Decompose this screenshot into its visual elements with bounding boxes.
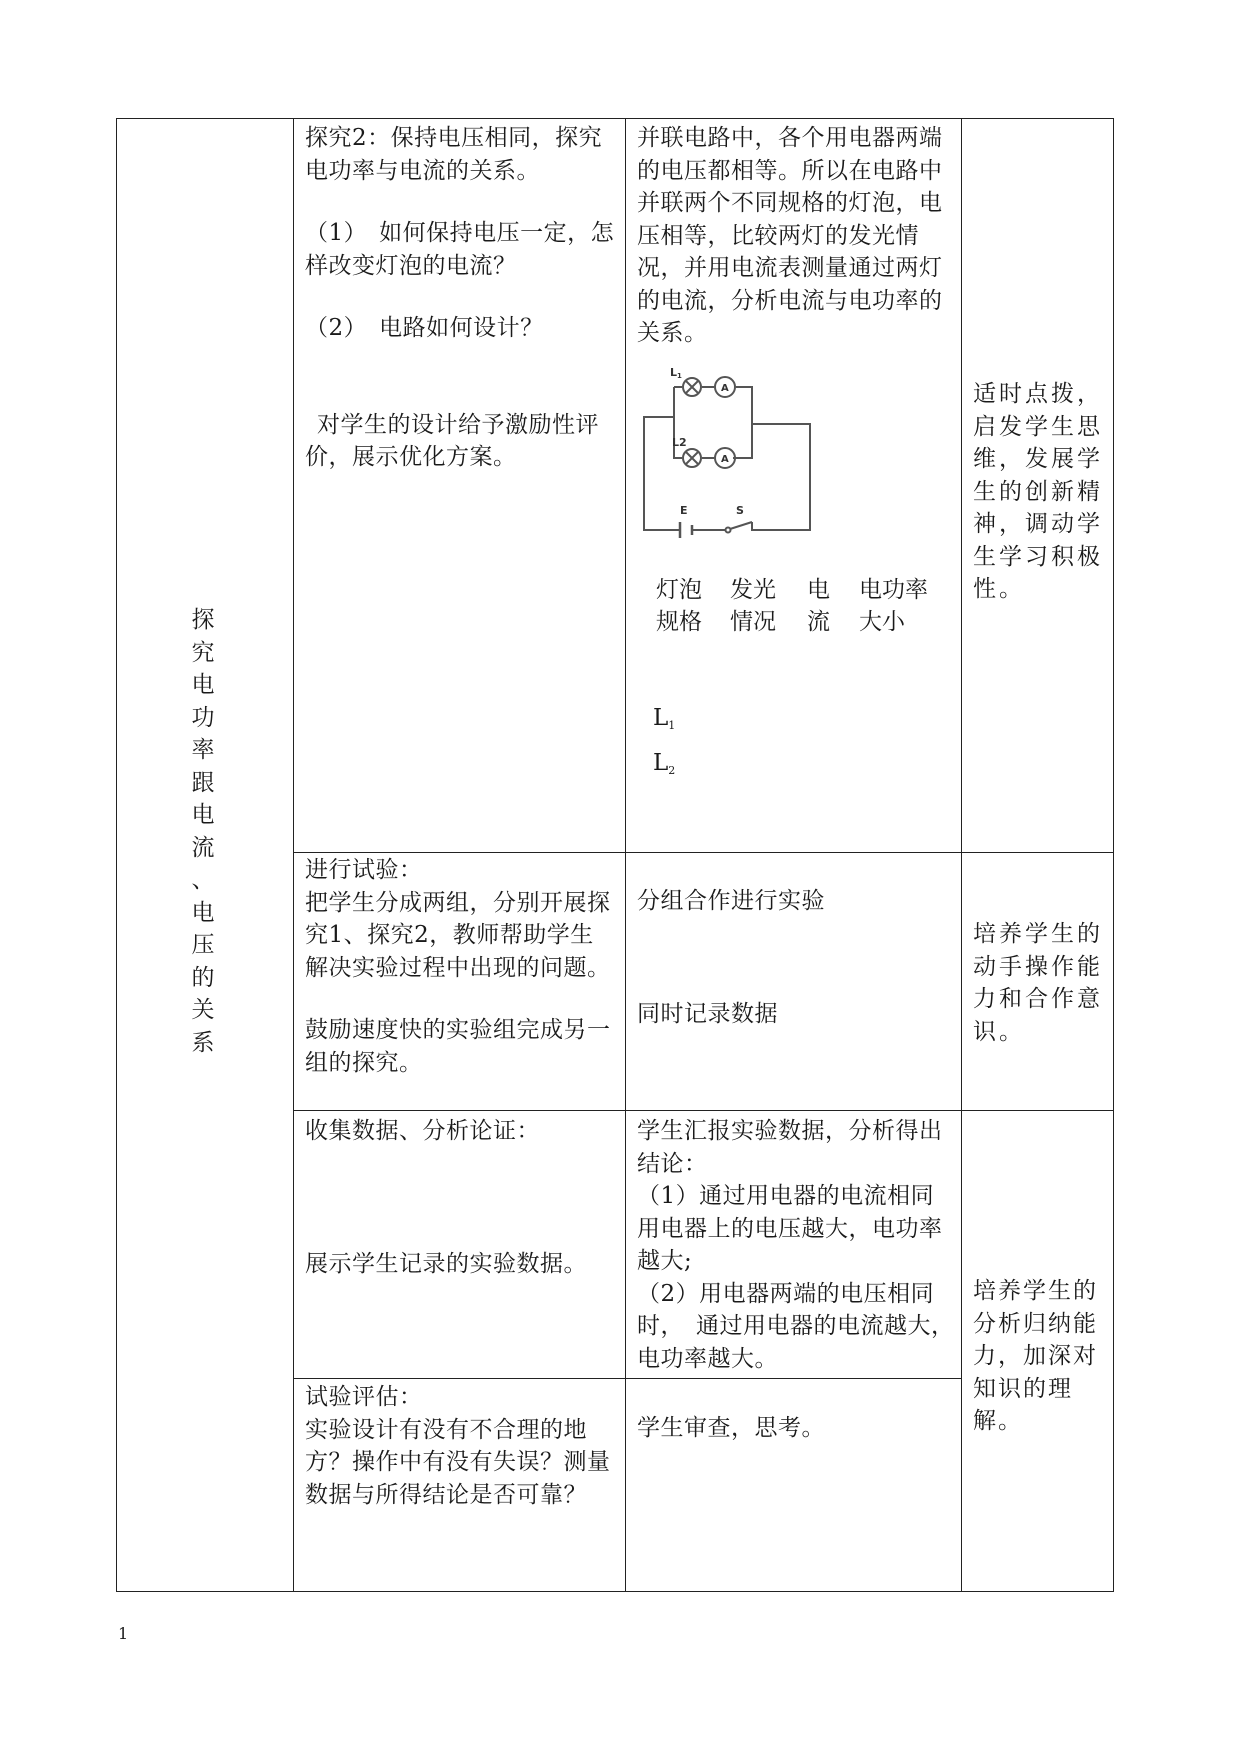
- section-title-char: 系: [191, 1029, 215, 1056]
- student-text: 学生审查，思考。: [637, 1415, 825, 1441]
- property-header-spec: [656, 574, 702, 638]
- section-title-char: 功: [191, 704, 215, 731]
- row3-teacher-activity: [305, 1115, 617, 1280]
- teacher-text: 鼓励速度快的实验组完成另一组的探究。: [305, 1017, 611, 1076]
- row-divider-1: [293, 852, 1114, 853]
- section-title: [185, 604, 221, 1059]
- section-title-char: 流: [191, 834, 215, 861]
- student-text: 分组合作进行实验: [637, 888, 825, 914]
- student-text: 并联电路中，各个用电器两端的电压都相等。所以在电路中并联两个不同规格的灯泡，电压相等，比较两灯的发光情况，并用电流表测量通过两灯的电流，分析电流与电功率的关系。: [637, 125, 943, 346]
- row2-design-intent: [973, 918, 1109, 1048]
- row2-teacher-activity: [305, 854, 617, 1079]
- teacher-text: （2） 电路如何设计？: [305, 315, 544, 341]
- ammeter2-symbol: A: [721, 454, 729, 465]
- lamp-row-l1: $L_1$: [653, 705, 676, 732]
- page-number: 1: [118, 1624, 129, 1643]
- teacher-text: 把学生分成两组，分别开展探究1、探究2，教师帮助学生解决实验过程中出现的问题。: [305, 889, 611, 981]
- section-title-char: 跟: [191, 769, 215, 796]
- header-text: 规格: [656, 609, 702, 635]
- header-text: 电功率: [859, 577, 928, 603]
- row4-student-activity: [637, 1412, 955, 1445]
- intent-text: 适时点拨，启发学生思维，发展学生的创新精神，调动学生学习积极性。: [973, 381, 1103, 602]
- section-title-char: 究: [191, 639, 215, 666]
- property-header-power: [859, 574, 928, 638]
- teacher-text: 试验评估：: [305, 1384, 423, 1410]
- header-text: 灯泡: [656, 577, 702, 603]
- row4-teacher-activity: [305, 1381, 617, 1511]
- table-divider-3: [961, 118, 962, 1591]
- row1-teacher-activity: [305, 122, 617, 474]
- student-text: 同时记录数据: [637, 1000, 778, 1027]
- row3-design-intent: [973, 1275, 1111, 1438]
- section-title-char: 电: [191, 899, 215, 926]
- table-border-bottom: [116, 1591, 1114, 1592]
- section-title-char: 的: [191, 964, 215, 991]
- lamp2-label: L2: [672, 436, 687, 449]
- lamp-row-l2: $L_2$: [653, 750, 676, 777]
- teacher-text: 收集数据、分析论证：: [305, 1118, 540, 1144]
- teacher-text: 对学生的设计给予激励性评价，展示优化方案。: [305, 411, 599, 470]
- table-border-top: [116, 118, 1114, 119]
- battery-label: E: [680, 504, 688, 517]
- student-text: （2）用电器两端的电压相同时， 通过用电器的电流越大，电功率越大。: [637, 1280, 955, 1372]
- section-title-char: 电: [191, 672, 215, 698]
- lamp1-label: L1: [670, 366, 682, 380]
- row-divider-2: [293, 1110, 1114, 1111]
- section-title-char: 、: [191, 867, 215, 893]
- ammeter1-symbol: A: [721, 383, 729, 394]
- section-title-char: 压: [191, 932, 215, 958]
- teacher-text: 进行试验：: [305, 857, 423, 883]
- header-text: 发光: [730, 577, 776, 603]
- row2-student-activity: [637, 885, 955, 1030]
- table-border-right: [1113, 118, 1114, 1591]
- intent-text: 培养学生的分析归纳能力，加深对知识的理解。: [973, 1278, 1098, 1434]
- teacher-text: 探究2：保持电压相同，探究电功率与电流的关系。: [305, 125, 603, 184]
- teacher-text: 展示学生记录的实验数据。: [305, 1250, 587, 1277]
- section-title-char: 电: [191, 802, 215, 828]
- table-border-left: [116, 118, 117, 1591]
- header-text: 流: [807, 609, 830, 635]
- section-title-char: 关: [191, 997, 215, 1023]
- table-divider-2: [625, 118, 626, 1591]
- student-text: 学生汇报实验数据，分析得出结论：: [637, 1118, 943, 1177]
- intent-text: 培养学生的动手操作能力和合作意识。: [973, 921, 1103, 1045]
- row-divider-3-left: [293, 1378, 962, 1379]
- teacher-text: 实验设计有没有不合理的地方？操作中有没有失误？测量数据与所得结论是否可靠？: [305, 1416, 611, 1508]
- header-text: 电: [807, 577, 830, 603]
- table-divider-1: [293, 118, 294, 1591]
- student-text: （1）通过用电器的电流相同用电器上的电压越大，电功率越大;: [637, 1183, 943, 1274]
- header-text: 大小: [859, 609, 905, 635]
- header-text: 情况: [730, 609, 776, 635]
- property-header-current: [807, 574, 830, 638]
- row1-design-intent: [973, 378, 1109, 606]
- row3-student-activity: [637, 1115, 955, 1375]
- switch-label: S: [736, 504, 744, 517]
- section-title-char: 率: [191, 737, 215, 763]
- parallel-circuit-diagram: [640, 362, 830, 552]
- property-header-brightness: [730, 574, 776, 638]
- section-title-char: 探: [191, 607, 215, 633]
- row1-student-activity: [637, 122, 955, 350]
- teacher-text: （1） 如何保持电压一定，怎样改变灯泡的电流？: [305, 220, 615, 279]
